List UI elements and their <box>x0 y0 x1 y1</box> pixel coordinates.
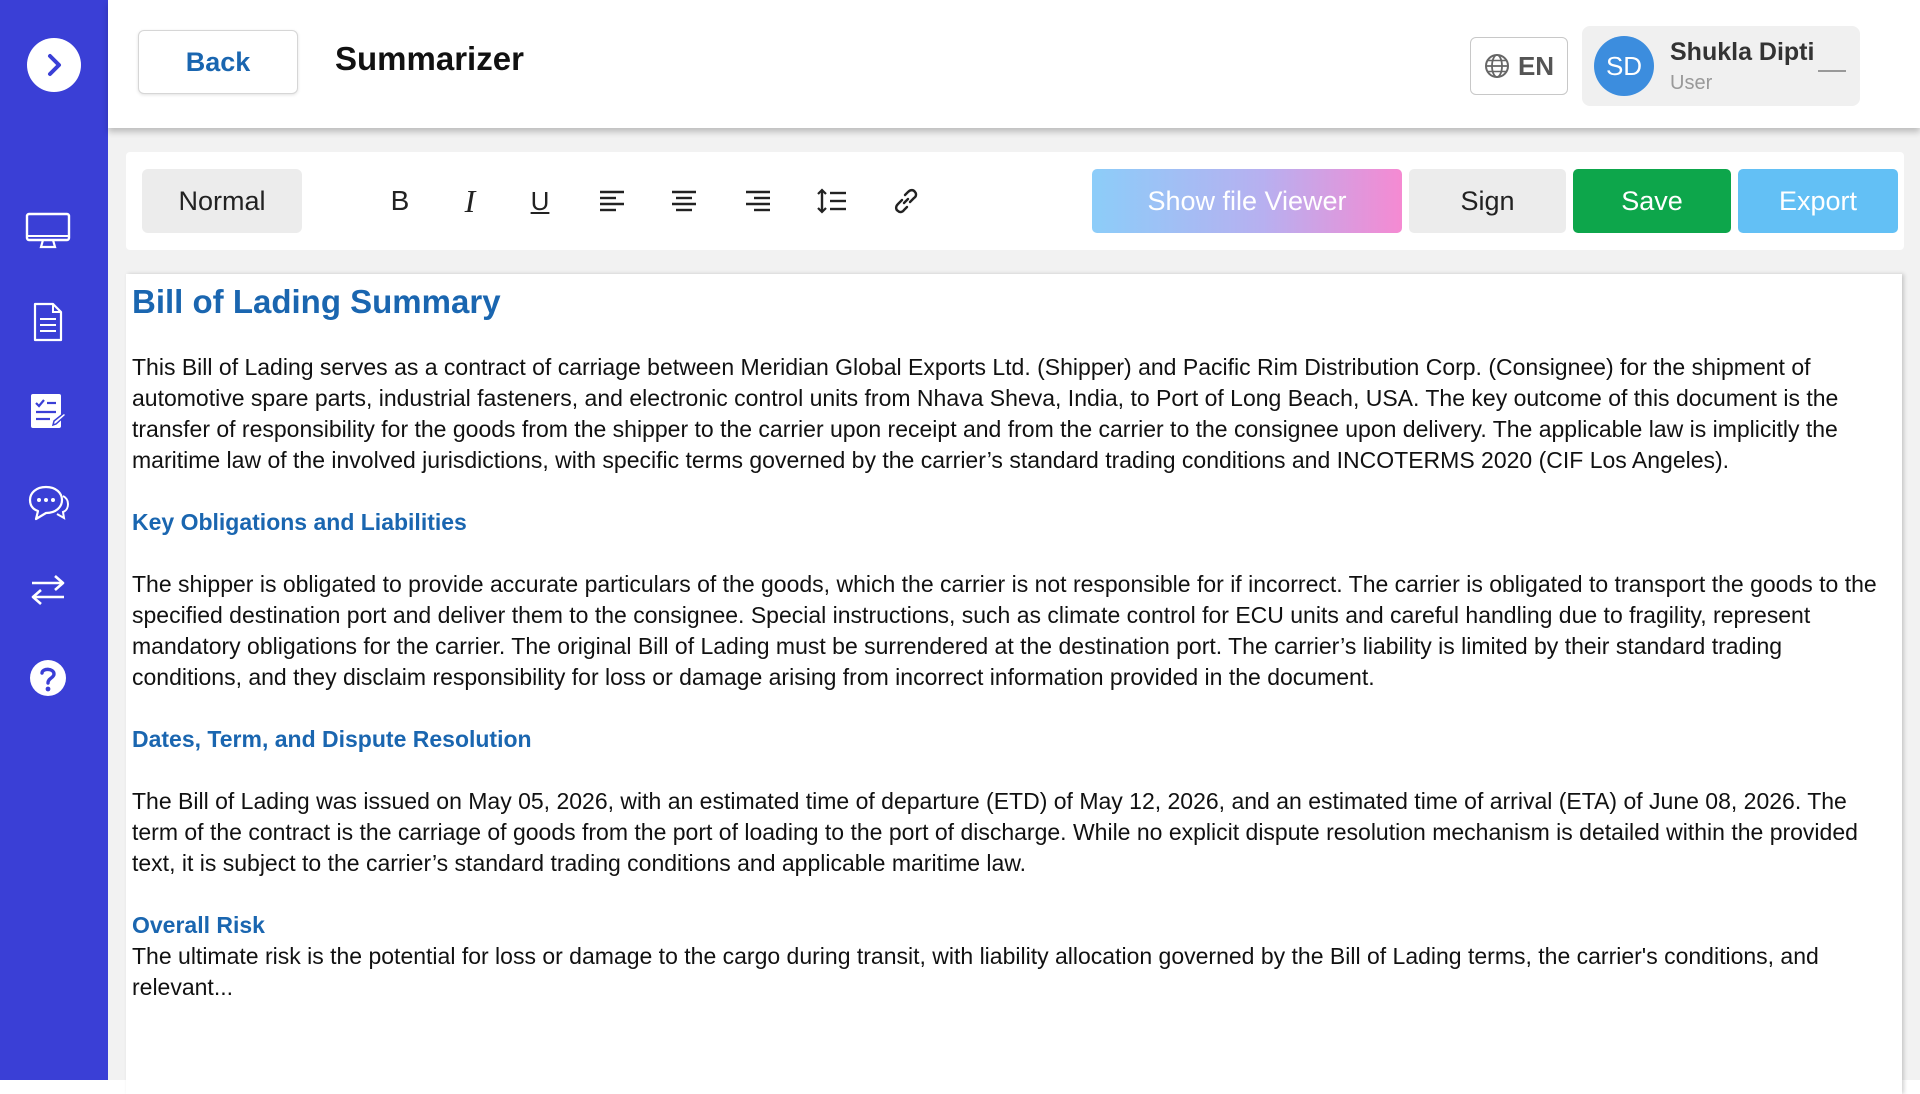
user-name: Shukla Dipti <box>1670 38 1815 66</box>
chat-icon <box>26 483 70 523</box>
document-content <box>132 280 1892 1003</box>
sidebar <box>0 0 108 1080</box>
checklist-icon <box>28 391 68 433</box>
editor-toolbar <box>126 152 1904 250</box>
help-icon <box>28 658 68 698</box>
section-body: The shipper is obligated to provide accurate particulars of the goods, which the carrier is not responsible for if incorrect. The carrier is obligated to transport the goods to the specified destination port and deliver them to the consignee. Special instructions, such as climate control for ECU units and careful handling due to fragility, represent mandatory obligations for the carrier. The original Bill of Lading must be surrendered at the destination port. The carrier’s liability is limited by their standard trading conditions, and they disclaim responsibility for loss or damage arising from incorrect information provided in the document. <box>132 571 1877 690</box>
expand-sidebar-button[interactable] <box>27 38 81 92</box>
italic-button[interactable] <box>446 176 494 226</box>
chevron-right-icon <box>39 50 69 80</box>
summary-intro: This Bill of Lading serves as a contract of carriage between Meridian Global Exports Ltd. (Shipper) and Pacific Rim Distribution Corp. (Consignee) for the shipment of automotive spare parts, industrial fasteners, and electronic control units from Nhava Sheva, India, to Port of Long Beach, USA. The key outcome of this document is the transfer of responsibility for the goods from the shipper to the carrier upon receipt and from the carrier to the consignee upon delivery. The applicable law is implicitly the maritime law of the involved jurisdictions, with specific terms governed by the carrier’s standard trading conditions and INCOTERMS 2020 (CIF Los Angeles). <box>132 354 1839 473</box>
underline-label: U <box>530 185 550 216</box>
bold-label: B <box>390 185 410 216</box>
language-selector[interactable] <box>1470 37 1568 95</box>
align-center-icon <box>670 189 698 213</box>
sidebar-item-documents[interactable] <box>24 298 72 346</box>
sidebar-item-summaries[interactable] <box>24 388 72 436</box>
top-header <box>108 0 1920 128</box>
editor-workspace <box>108 128 1920 1080</box>
page-title: Summarizer <box>335 40 524 77</box>
underline-button[interactable] <box>516 176 564 226</box>
section-heading: Key Obligations and Liabilities <box>132 509 467 535</box>
align-center-button[interactable] <box>660 176 708 226</box>
align-right-button[interactable] <box>734 176 782 226</box>
document-icon <box>31 302 65 342</box>
globe-icon <box>1484 53 1510 79</box>
align-left-button[interactable] <box>588 176 636 226</box>
user-role: User <box>1670 72 1713 94</box>
sidebar-item-help[interactable] <box>24 654 72 702</box>
line-height-icon <box>816 187 848 215</box>
sign-button[interactable]: Sign <box>1409 169 1566 233</box>
sidebar-item-dashboard[interactable] <box>24 207 72 255</box>
export-button[interactable]: Export <box>1738 169 1898 233</box>
section-heading: Dates, Term, and Dispute Resolution <box>132 726 532 752</box>
link-icon <box>891 186 921 216</box>
save-button[interactable]: Save <box>1573 169 1731 233</box>
show-file-viewer-button[interactable]: Show file Viewer <box>1092 169 1402 233</box>
language-label: EN <box>1517 50 1555 81</box>
document-title: Bill of Lading Summary <box>132 283 501 320</box>
avatar: SD <box>1594 36 1654 96</box>
text-format-select[interactable]: Normal <box>142 169 302 233</box>
document-editor[interactable] <box>126 274 1902 1094</box>
insert-link-button[interactable] <box>882 176 930 226</box>
menu-dash-icon <box>1818 70 1846 72</box>
back-button[interactable]: Back <box>138 30 298 94</box>
section-body: The Bill of Lading was issued on May 05, 2026, with an estimated time of departure (ETD) of May 12, 2026, and an estimated time of arrival (ETA) of June 08, 2026. The term of the contract is the carriage of goods from the port of loading to the port of discharge. While no explicit dispute resolution mechanism is detailed within the provided text, it is subject to the carrier’s standard trading conditions and applicable maritime law. <box>132 788 1858 876</box>
section-body: The ultimate risk is the potential for loss or damage to the cargo during transit, with liability allocation governed by the Bill of Lading terms, the carrier's conditions, and relevant... <box>132 943 1819 1000</box>
sidebar-item-chat[interactable] <box>24 479 72 527</box>
align-right-icon <box>744 189 772 213</box>
line-height-button[interactable] <box>808 176 856 226</box>
swap-arrows-icon <box>28 573 68 607</box>
italic-label: I <box>464 182 476 219</box>
bold-button[interactable] <box>376 176 424 226</box>
user-profile-menu[interactable] <box>1582 26 1860 106</box>
align-left-icon <box>598 189 626 213</box>
sidebar-item-compare[interactable] <box>24 566 72 614</box>
section-heading: Overall Risk <box>132 912 265 938</box>
monitor-icon <box>25 211 71 251</box>
